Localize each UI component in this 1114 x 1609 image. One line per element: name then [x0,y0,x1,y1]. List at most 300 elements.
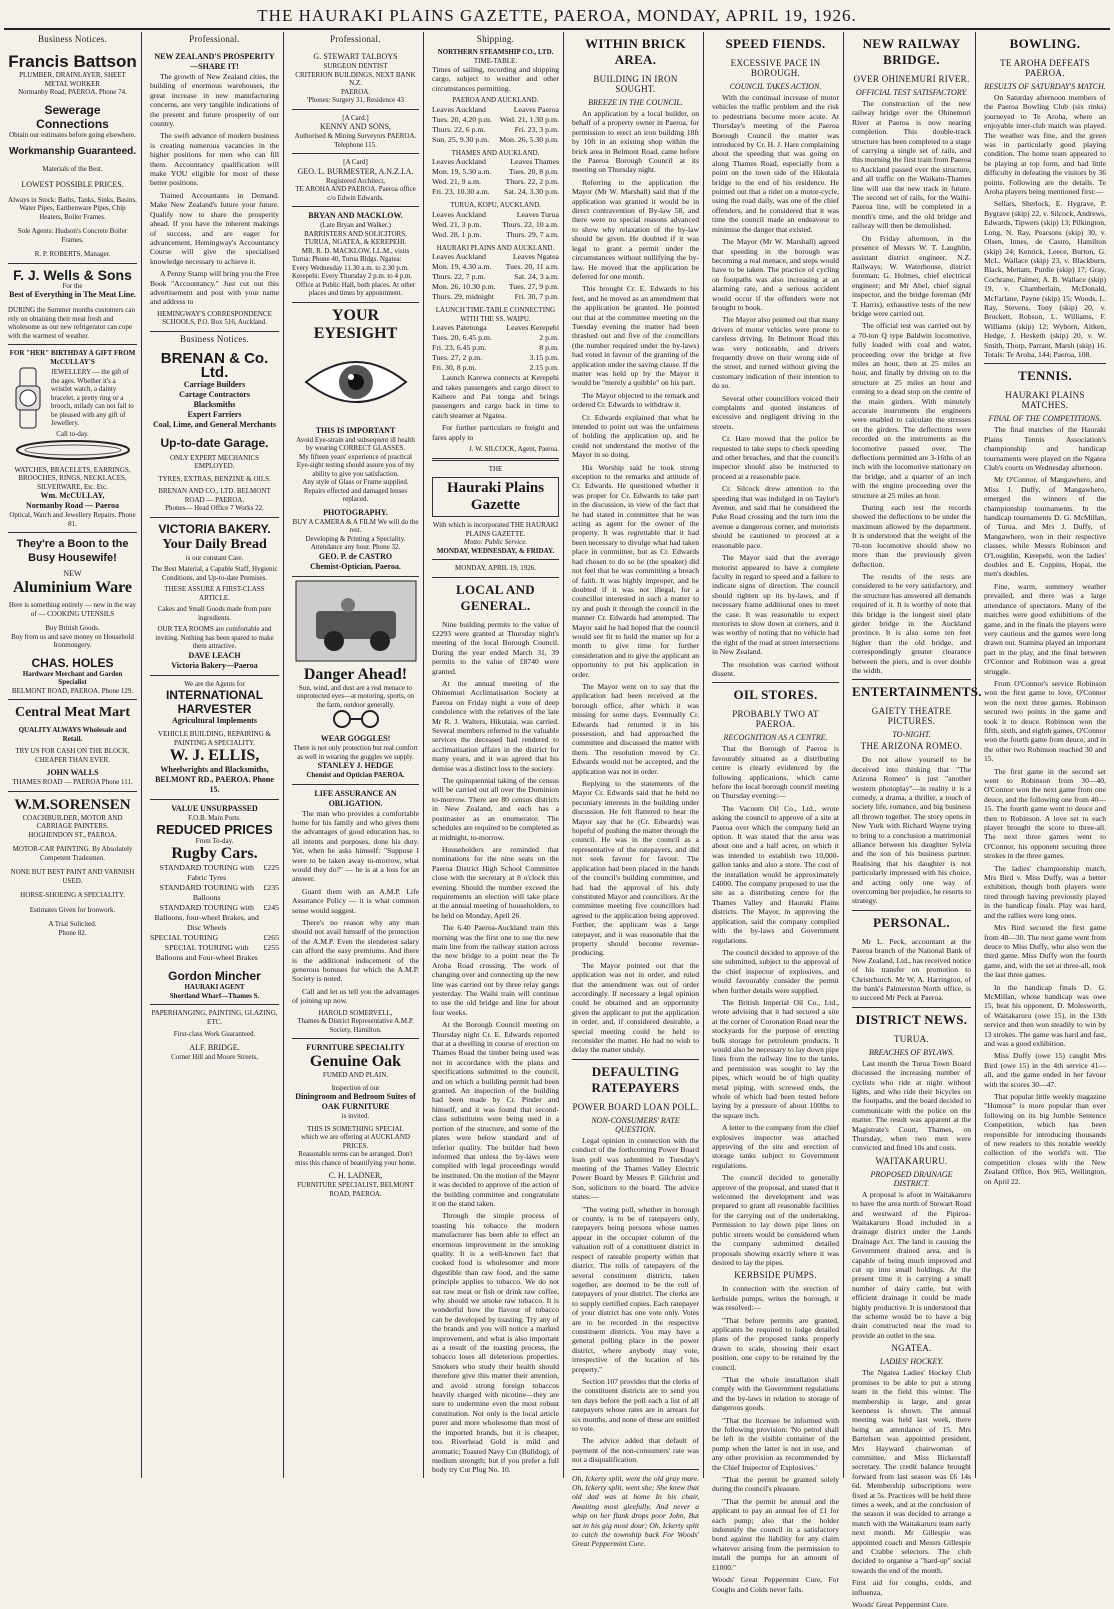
article-paragraph: Do not allow yourself to be deceived into thinking that "The Arizona Romeo" is just "another western photoplay"—in reality it is a comedy, a drama, a thriller, a touch of society life, romance, and big business all thrown together. The story opens in New York with Richard Wayne trying to bring to a conclusion a matrimonial alliance between his daughter Sylvia and the son of his business partner. Realising that his daughter is not particularly impressed with his choice, and acting only one way of overcoming her prejudice, he resorts to strategy. [852,755,971,906]
article-paragraph: That the Borough of Paeroa is favourably situated as a distributing centre is clearly evidenced by the following applications, which came before the local borough council meeting on Thursday evening:— [712,744,839,801]
article-paragraph: The Mayor objected to the remark and ordered Cr. Edwards to withdraw it. [572,390,699,410]
car-name: SPECIAL TOURING [150,933,219,943]
from-today: From To-day. [195,836,234,845]
nz-text-3: Trained Accountants in Demand. Make New Zealand's future your future. Qualify now to share the prosperity ahead. If you have the inherent makings of success, and are eager for advancement, Hemingway's Accountancy Course will give the specialised knowledge necessary to achieve it. [150,190,279,266]
oak-furniture: OAK FURNITURE [321,1102,390,1112]
card-bryan [292,207,419,303]
local-paragraph: Householders are reminded that nominations for the nine seats on the Paeroa District High School Committee close with the secretary at 8 o'clock this evening. Should the number exceed the requirements an election will take place at the annual meeting of householders, to be held on Monday, April 26. [432,844,559,920]
brenan-list-4: Coal, Lime, and General Merchants [153,419,276,429]
brenan-list-0: Carriage Builders [183,379,246,389]
personal-heading: PERSONAL. [873,914,950,930]
article-paragraph: During each test the records showed the deflections to be under the maximum allowed by the department. It is understood that the weight of the 70-ton locomotive should show no more than the previously given deflection. [852,503,971,569]
article-paragraph: In connection with the erection of kerbside pumps, writes the borough, it was resolved:— [712,1284,839,1313]
article-paragraph: The official test was carried out by a 70-ton Q type Baldwin locomotive, fully loaded with coal and water, proceeding over the bridge at five miles an hour, then at 25 miles an hour, and finally by driving on to the structure at 25 miles an hour and coming to a dead stop on the centre of the main girders. With minutely accurate instruments the engineers were enabled to calculate the stresses on the girders. The deflections were recorded on the instruments as the locomotive passed over. The deflections permitted are 3-16ths of an inch with the locomotive stationary on the bridge, and a quarter of an inch with the engine proceeding over the structure at 25 miles an hour. [852,321,971,500]
article-paragraph: Cr. Edwards explained that what he intended to point out was the unfairness of holding the application up, and he could not understand the motive of the Mayor in so doing. [572,412,699,460]
kenny-name: KENNY AND SONS, [319,122,392,131]
article-paragraph: Miss Duffy (owe 15) caught Mrs Bird (owe 15) in the 4th service 41—all, and the game ended in her favour with the scores 30—47. [984,1051,1106,1089]
local-paragraph: The 6.40 Paeroa-Auckland train this morning was the first one to use the new main line from the railway station across the new bridge to a point near the Te Aroha Road crossing. The work of changing over and connecting up the new line was carried out by three relay gangs yesterday. The Waihi train will continue to use the old bridge and line for about four weeks. [432,923,559,1017]
bryan-sub: (Late Bryan and Walker.) [320,221,391,229]
timetable-cell: Tues. 27, 9 p.m. [508,282,559,292]
timetable-cell: Thurs. 22, 10 a.m. [502,219,559,229]
timetable-cell: Leaves Auckland [432,104,486,114]
nz-text-4: A Penny Stamp will bring you the Free Book "Accountancy." Just cut out this advertisement and post with your name and address to [150,269,279,307]
car-price: £245 [263,903,279,913]
brick-heading: WITHIN BRICK AREA. [585,36,686,67]
bowling-subheading: TE AROHA DEFEATS PAEROA. [1000,58,1090,78]
car-row [150,933,279,943]
article-paragraph: On Friday afternoon, in the presence of Messrs W. T. Laughlin, assistant district engineer, N.Z. Railways; W. Waterhouse, district foreman; G. Holmes, chief electrical engineer; and Mr Abel, chief signal inspector, and the bridge foreman (Mr T. Harris), exhaustive tests of the new bridge were carried out. [852,233,971,318]
timetable-cell: Fri. 23, 10.30 a.m. [432,187,490,197]
ad-wells [8,264,137,346]
holes-name: CHAS. HOLES [31,655,114,670]
timetable-cell: Tues. 27, 2 p.m. [432,353,483,363]
entertainments-heading: ENTERTAINMENTS. [852,684,982,700]
article-paragraph: Last month the Turua Town Board discussed the increasing number of cyclists who ride at night without lights, and who ride their bicycles on the footpaths, and the board decided to communicate with the police on the matter. The result was apparent at the Magistrate's Court, Thames, on Thursday, when two men were convicted and fined 10s and costs. [852,1058,971,1153]
tennis-heading: TENNIS. [1018,368,1072,384]
timetable-cell: Leaves Patetonga [432,323,487,333]
life-heading: LIFE ASSURANCE AN OBLIGATION. [314,788,397,808]
hockey-heading: LADIES' HOCKEY. [879,1357,944,1367]
eye-text-1: Avoid Eye-strain and subsequent ill health by wearing CORRECT GLASSES. [296,435,415,452]
local-paragraph: The quinquennial taking of the census will be carried out all over the Dominion to-morrow. There are 80 census districts in New Zealand, and each has a postmaster as an enumerator. The schedules are required to be completed as at midnight, to-morrow. [432,776,559,842]
cakes: Cakes and Small Goods made from pure ingredients. [157,605,272,622]
article-paragraph: This brought Cr. E. Edwards to his feet, and he moved as an amendment that the application be granted. He pointed out that at the committee meeting on the Tuesday evening the matter had been thrashed out and five of the councillors (the number required under the by-laws) had voted in favour of the granting of the application under the saving clause. If the matter was held up by the Mayor it would be "merely a quibble" on his part. [572,284,699,388]
timetable-cell: Wed. 21, 9 a.m. [432,177,481,187]
office: Office at Public Hall, both places. At other places and times by appointment. [295,280,416,297]
sewerage-heading: Sewerage Connections [36,102,109,131]
timetable-row [432,262,559,272]
hedge-name: STANLEY J. HEDGE [317,761,394,770]
vehicle-building: VEHICLE BUILDING, REPAIRING & PAINTING A SPECIALITY. [158,730,271,747]
timetable-cell: Wed. 21, 1.30 p.m. [499,114,559,124]
motto: Motto: Public Service. [463,538,528,547]
ad-hemingway [150,48,279,332]
ad-rugby-cars [150,800,279,1005]
car-price: £265 [263,933,279,943]
route-heading: HAURAKI PLAINS AND AUCKLAND. [436,243,555,252]
article-paragraph: Replying to the statements of the Mayor Cr. Edwards said that he held no pecuniary interests in the building under discussion. He felt flattered to hear the Mayor say that he (Cr. Edwards) was hopeful of pushing the matter through the council. He was in the council as a representative of the ratepayers, and did not seek favour for favour. The application had been placed in the hands of the council's building committee, and had had the approval of his duly constituted Mayor and councillors. At the committee meeting five councillors had agreed to the application being approved. Further, the applicant was a large ratepayer, and it was reasonable that the property should become revenue-producing. [572,779,699,958]
nz-text-1: The growth of New Zealand cities, the building of enormous warehouses, the great increase in new manufacturing concerns, are very tangible indications of the present and future prosperity of our country. [150,72,279,129]
brick-kicker: BREEZE IN THE COUNCIL. [588,98,683,107]
ad-ellis [150,676,279,801]
timetable-row [432,220,559,230]
brenan-name: BRENAN & Co. Ltd. [160,349,269,381]
workmanship-heading: Workmanship Guaranteed. [8,146,137,157]
timetable-row [432,210,559,220]
materials-text: Materials of the Best. [42,165,103,173]
article-paragraph: The resolution was carried without dissent. [712,659,839,678]
woods-ad: Woods' Great Peppermint Cure. [852,1600,949,1609]
days: MONDAY, WEDNESDAY, & FRIDAY. [436,546,555,555]
route-table [432,252,559,302]
tonight: TO-NIGHT. [892,730,931,740]
timetable-row [432,105,559,115]
car-name: STANDARD TOURING with Balloons [159,883,254,903]
timetable-cell: Leaves Thames [510,157,559,167]
criterion: CRITERION BUILDINGS, NEXT BANK N.Z. [295,70,416,87]
tea-rooms: OUR TEA ROOMS are comfortable and inviting. Nothing has been spared to make them attractive. [155,625,274,651]
ad-holes [8,533,137,700]
local-general-heading: LOCAL AND GENERAL. [456,581,535,613]
car-name: SPECIAL TOURING with Balloons and Four-wheel Brakes [155,943,258,963]
first-aid: First aid for coughs, colds, and influenza, [852,1578,971,1597]
photography-heading: PHOTOGRAPHY. [323,507,388,517]
timetable-cell: Tues. 20, 4.20 p.m. [432,114,492,124]
the-label: THE [488,464,503,473]
defaulting-subheading: POWER BOARD LOAN POLL. [572,1101,699,1112]
column-railway-bridge [848,32,982,1609]
agri-implements: Agricultural Implements [171,716,258,726]
local-paragraph: At the Borough Council meeting on Thursday night Cr. E. Edwards reported that at a dwelling in course of erection on Thames Road the timber being used was not in accordance with the plans and specifications submitted to the council, and on which a building permit had been granted. An inspection of the building had been made by Cr. Pinder and himself, and it was found that second-class substitutes were being used in a portion of the structure, and some of the plates were below standard and of inferior quality. The builder had been informed that unless the by-laws were complied with legal proceedings would be instituted. On the motion of the Mayor it was decided to approve of the action of the building committee and congratulate it on the stand taken. [432,1020,559,1208]
kenny-tel: Telephone 115. [334,140,377,149]
timetable-cell: Leaves Kerepehi [506,323,559,333]
oil-kicker: RECOGNITION AS A CENTRE. [723,733,828,743]
manager: R. P. ROBERTS, Manager. [34,250,111,258]
aluminium-heading: Aluminium Ware [13,579,132,596]
article-paragraph: Sellars, Sherlock, E. Hygrave, P. Bygrave (skip) 22, v. Silcock, Andrews, Edwards, Tipwers (skip) 13; Pilkington, Long, N. Ray, Pearsons (skip) 30, v. Olsen, Innes, de Castro, Hamilton (skip) 24; Kenrick, Leece, Burton, G. McL. Wallace (skip) 23, v. Blackburn, Black, Mettam, Purdie (skip) 17; Gray, Cochrane, Palmer, A. B. Wallace (skip) 19, v. Chamberlain, McDonald, McFarlane, Payne (skip) 15; Woods, L. Ray, Stevens, Tony (skip) 20, v. Brockett, Robson, L. Williams, F. Williams (skip) 12; Wyborn, Aitken, Hedge, J. Hesketh (skip) 20, v. W. Smith, Thorp, Parrant, Marsh (skip) 16. Totals: Te Aroha, 144; Paeroa, 108. [984,199,1106,359]
new-label: NEW [63,569,82,578]
masthead-rule [4,28,1110,30]
danger-heading: Danger Ahead! [303,665,408,683]
timetable-cell: Wed. 28, 1 p.m. [432,229,482,239]
hedge-trade: Chemist and Optician PAEROA. [306,771,405,779]
somerville-name: HAROLD SOMERVELL, [318,1008,393,1017]
mccullay-trade: Optical, Watch and Jewellery Repairs. Phone 81. [9,511,136,528]
ellis-name: W. J. ELLIS, [169,747,260,765]
car-price: £225 [263,863,279,873]
article-paragraph: Fine, warm, summery weather prevailed, and there was a large attendance of spectators. Many of the matches were good exhibitions of the game, and in the finals the players were very cautious and the games were long drawn out. Stamina played an important part in the play, and the final between O'Connor and Robinson was a great struggle. [984,581,1106,676]
article-paragraph: The construction of the new railway bridge over the Ohinemuri River at Paeroa is now nearing completion. This double-track structure has been completed to a stage of carrying a single set of rails, and this morning the first train from Paeroa to Auckland passed over the structure, and all traffic on the Waikato-Thames line will use the new track in future. The second set of rails, for the Waihi-Paeroa line, will be completed in a month's time, and the old bridge and railway will then be demolished. [852,99,971,231]
wells-for: For the [62,281,83,290]
timetable-cell: Thurs. 22, 2 p.m. [505,177,559,187]
camera: BUY A CAMERA & A FILM We will do the rest. [292,517,419,534]
route-table [432,210,559,240]
timetable-cell: Leaves Auckland [432,252,486,262]
article-paragraph: The final matches of the Hauraki Plains Tennis Association's championship and handicap tournaments were played on the Ngatea Club's courts on Wednesday afternoon. [984,425,1106,472]
gazette-title: Hauraki Plains Gazette [432,477,559,517]
timetable-cell: Mon. 26, 10.30 p.m. [432,282,496,292]
northern-heading: NORTHERN STEAMSHIP CO., LTD. [437,48,554,56]
article-paragraph: The Mayor also pointed out that many drivers of motor vehicles were prone to careless driving. In Belmont Road this was very noticeable, and drivers frequently drove on their wrong side of the street, and turned without giving the customary indication of their intention to do so. [712,315,839,391]
life-text-4: Call and let us tell you the advantages of joining up now. [292,986,419,1006]
car-price: £235 [263,883,279,893]
article-paragraph: On Saturday afternoon members of the Paeroa Bowling Club (six rinks) journeyed to Te Aroha, where an enjoyable inter-club match was played. The weather was fine, and the green was in particularly good playing condition. The home team appeared to be playing at top form, and had little difficulty in defeating the visitors by 36 points. Following are the details. Te Aroha players being mentioned first:— [984,93,1106,197]
route-table [432,105,559,145]
phone: Phone 82. [58,928,87,937]
ad-ladner [292,1039,419,1202]
developing: Developing & Printing a Speciality. Attendance any hour. Phone 32. [305,534,406,551]
article-paragraph: The advice added that default of payment of the non-consumers' rate was not a disqualification. [572,1436,699,1465]
launch-heading: LAUNCH TIME-TABLE CONNECTING WITH THE SS. WAIPU. [435,306,556,323]
card-talboys [292,48,419,110]
life-text-2: Guard them with an A.M.P. Life Assurance Policy — it is what common sense would suggest. [292,886,419,915]
speed-kicker: COUNCIL TAKES ACTION. [729,82,822,91]
chemist: Chemist-Optician, Paeroa. [310,561,401,571]
first-class: THESE ASSURE A FIRST-CLASS ARTICLE. [164,585,265,602]
card-label: [A Card] [343,158,368,166]
life-text-3: There's no reason why any man should not avail himself of the protection of the A.M.P. Even the slenderest salary can afford the easy premiums. And there is the additional inducement of the generous bonuses for which the A.M.P. Society is noted. [292,917,419,984]
sole-agents: Sole Agents: Hudson's Concrete Boiler Frames. [17,227,128,244]
article-paragraph: With the continual increase of motor vehicles the traffic problem and the risk to pedestrians become more acute. At Thursday's meeting of the Paeroa Borough Council the matter was introduced by Cr. H. J. Hare complaining about the speeding that was going on along Thames Road, especially from a point on the town side of the Hikutaia bridge to the end of his residence. He pointed out that a rider on a motor-cycle, using the road daily, was one of the chief offenders, and he considered that it was time the council made an endeavour to minimise the danger that existed. [712,93,839,234]
garage-heading: Up-to-date Garage. [160,435,269,450]
article-paragraph: In the handicap finals D. G. McMillan, whose handicap was owe 15, beat his opponent, D. Molesworth, of Waitakaruru (owe 15), in the 13th service and then won steadily to win by 13 strokes. The game was hard and fast, and was a good exhibition. [984,982,1106,1048]
section-header: Professional. [189,34,240,44]
article-paragraph: "That the whole installation shall comply with the Government regulations and the by-laws in relation to storage of dangerous goods. [712,1374,839,1413]
bryan-name: BRYAN AND MACKLOW. [308,211,403,220]
castro-name: GEO. P. de CASTRO [318,551,393,561]
gordon-trade: HAURAKI AGENT [184,983,245,992]
motorcar-painting: MOTOR-CAR PAINTING. By Absolutely Competent Tradesmen. [12,845,133,862]
tyres: TYRES, EXTRAS, BENZINE & OILS. [158,474,271,483]
timetable-cell: Wed. 21, 3 p.m. [432,219,482,229]
timetable-cell: 2.15 p.m. [529,363,559,373]
bridge-kicker: OFFICIAL TEST SATISFACTORY. [855,88,968,97]
article-paragraph: Referring to the application the Mayor (Mr W. Marshall) said that if the application was granted it would be in direct contravention of By-law 58, and there were no special reasons advanced to show why relaxation of the by-law should be given. He doubted if it was legal to grant a permit under the circumstances without nullifying the by-law. He moved that the application be deferred for one month. [572,177,699,281]
timetable-cell: Fri. 23, 3 p.m. [514,124,559,134]
bracelet-icon [13,439,133,461]
business-notices-header: Business Notices. [179,333,250,344]
wells-text: DURING the Summer months customers can rely on obtaining their meat fresh and wholesome as our new refrigerator can cope with the warmest of weather. [8,306,135,340]
issue-date: MONDAY, APRIL 19, 1926. [454,564,537,573]
timetable-row [432,272,559,282]
hemingway-address: HEMINGWAY'S CORRESPONDENCE SCHOOLS, P.O. Box 516, Auckland. [157,309,272,327]
ladner-address: FURNITURE SPECIALIST, BELMONT ROAD, PAEROA. [297,1181,414,1198]
brenan-address: BRENAN AND CO., LTD. BELMONT ROAD — PAEROA. [158,487,271,504]
article-paragraph: The results of the tests are considered to be very satisfactory, and the structure has answered all demands required of it. It is worthy of note that this bridge is the longest steel plate girder bridge in the Auckland province. It is also some ten feet higher than the old bridge, and correspondingly greater clearance between the piers, and is over double the width. [852,571,971,675]
column-professional-2 [288,32,424,1478]
timetable-cell: Mon. 19, 4.30 a.m. [432,262,492,272]
mechanics: ONLY EXPERT MECHANICS EMPLOYED. [169,453,260,471]
sorensen-trade: COACHBUILDER, MOTOR AND CARRIAGE PAINTERS. [22,813,123,830]
route-heading: TURUA, KOPU, AUCKLAND. [450,201,541,210]
eye-text-2: My fifteen years' experience of practical Eye-sight testing should assure you of my ability to give you satisfaction. [296,452,415,478]
breaches-heading: BREACHES OF BYLAWS. [868,1047,955,1057]
timetable-text: Times of sailing, recording and shipping cargo, subject to weather and other circumstances permitting. [432,65,559,93]
timetable-cell: Fri. 30, 7 p.m. [514,292,559,302]
call-today: Call to-day. [56,430,89,438]
timetable-row [432,353,559,363]
timetable-row [432,363,559,373]
article-paragraph: The Mayor said that the average motorist appeared to have a complete faculty in regard to speed and a failure to indicate signs of direction. The council should tighten up its by-laws, and if necessary frame additional ones to meet the case. It was reasonable to expect motorists to slow down at corners, and it was worthy of noting that no vehicle had the right of the road at street intersections in New Zealand. [712,553,839,657]
talboys-name: G. STEWART TALBOYS [313,52,398,61]
bowling-kicker: RESULTS OF SATURDAY'S MATCH. [984,82,1106,91]
local-paragraph: Through the simple process of toasting his tobacco the modern manufacturer has been able to effect an enormous improvement in the smoking quality. It is a well-known fact that cooked food is wholesomer and more digestible than raw food, and the same principle applies to tobacco. We do not eat raw meat or fish or drink raw coffee, why should we smoke raw tobacco. It is wonderful how the flavour of tobacco can be developed by toasting. Try any of the brands and you will notice a marked improvement, and what is also important as a result of the toasting process, the tobacco loses all deleterious properties. Smokers who study their health should therefore give this matter their attention, and avoid strong foreign tobaccos heavily charged with nicotine—they are sure to undermine even the most robust constitution. Not only is the local article purer and more wholesome than most of the imported brands, but it is cheaper, too. Riverhead Gold is mild and aromatic; Toasted Navy Cut (Bulldog), of medium strength; but if you prefer a full body try Cut Plug No. 10. [432,1211,559,1475]
timetable-row [432,292,559,302]
timetable-cell: Sat. 24, 3 a.m. [514,272,559,282]
column-bowling [980,32,1110,1478]
timetable-cell: Leaves Auckland [432,157,486,167]
paperhanging: PAPERHANGING, PAINTING, GLAZING, ETC. [151,1009,278,1026]
ad-eyesight [292,303,419,577]
kenny-trade: Authorised & Mining Surveyors PAEROA. [294,132,417,140]
article-paragraph: The ladies' championship match, Mrs Bird v. Miss Duffy, was a better exhibition, though both players were tired through having previously played in the handicap finals. Play was hard, and the rallies were long ones. [984,863,1106,920]
timetable-cell: Tues. 20, 11 a.m. [505,262,559,272]
timetable-row [432,135,559,145]
macklow: MR. R. D. MACKLOW, LL.M., visits [301,246,410,255]
timetable-row [432,125,559,135]
article-paragraph: Cr. Silcock drew attention to the speeding that was indulged in on Taylor's Avenue, and said that he considered the Puke Road crossing and the turn into the avenue a dangerous corner, and motorists should be cautioned to proceed at a reasonable pace. [712,484,839,550]
holes-trade: Hardware Merchant and Garden Specialist [22,669,123,686]
barristers: BARRISTERS AND SOLICITORS, TURUA, NGATEA, & KEREPEHI. [304,229,407,246]
humour-notice: That popular little weekly magazine "Humour" is more popular than ever following on its big Jumble Sentence Competition, which has been responsible for introducing thousands of new readers to this notable weekly collection of the world's wit. The competition closes with the New Zealand Office, Box 965, Wellington, on April 22. [984,1092,1106,1186]
timetable-cell: Leaves Auckland [432,209,486,219]
goggles-heading: WEAR GOGGLES! [320,734,391,743]
car-row [150,883,279,903]
trial: A Trial Solicited. [48,920,97,928]
gordon-name: Gordon Mincher [168,969,261,984]
article-paragraph: "The voting poll, whether in borough or county, is to be of ratepayers only, ratepayers being persons whose names appear in the occupier column of the valuation roll of a constituent district in respect of rateable property within that district. The rolls of ratepayers of the several constituent districts, taken together, are deemed to be the roll of ratepayers of your district. The clerks are to supply certified copies. Each ratepayer of your district has one vote only. Votes are to be recorded in the respective constituent districts. You may have a general polling place in the power district, where anybody may vote, irrespective of the location of his property." [572,1204,699,1374]
ad-sorensen [8,792,137,942]
timetable-row [432,177,559,187]
leach-name: DAVE LEACH [188,650,241,660]
quality-always: QUALITY ALWAYS Wholesale and Retail. [18,726,127,743]
timetable-row [432,343,559,353]
fob: F.O.B. Main Ports. [188,814,241,823]
column-speed-fiends [708,32,844,1594]
architect: Registered Architect, [325,176,386,185]
route-table [432,157,559,197]
timetable-cell: Leaves Paeroa [513,104,559,114]
eye-icon [301,347,411,417]
article-paragraph: The council decided to generally approve of the proposal, and stated that it welcomed the development and was prepared to grant all reasonable facilities for the carrying out of the undertaking. Permission to lay down pipe lines on public streets would be considered when the company submitted detailed proposals showing exactly where it was desired to lay the pipes. [712,1173,839,1267]
ladner-name: C. H. LADNER, [328,1171,383,1181]
surgeon: SURGEON DENTIST [323,62,388,70]
car-row [150,863,279,883]
battson-address: Normanby Road, PAEROA. Phone 74. [18,88,127,96]
mccullay-name: Wm. McCULLAY, [40,491,105,500]
stock-list: Always in Stock: Baths, Tanks, Sinks, Basins, Water Pipes, Earthenware Pipes, Chip Heaters, Boiler Frames. [8,195,137,221]
goggles-text: There is not only protection but real comfort as well in wearing the goggles we supply. [293,744,418,761]
life-text-1: The man who provides a comfortable home for his family and who gives them the advantages of good education has, to all intents and purposes, done his duty. Yet, when he asks himself: "Suppose I were to be taken away to-morrow, what would they do?" — he is at a loss for an answer. [292,808,419,884]
article-paragraph: The Ngatea Ladies' Hockey Club promises to be able to put a strong team in the field this winter. The membership is large, and great keenness is shown. The annual meeting was held last week, there being an attendance of 15. Mrs Bartelsen was appointed president, Mrs Hayward chairwoman of committee, and Miss Bickerstaff secretary. The credit balance brought forward from last season was £6 14s 6d. Membership subscriptions were fixed at 5s. Practices will be held three times a week, and at the conclusion of the season it was decided to arrange a match with the Waitakaruru team early next month. Mr Gillespie was appointed coach and Messrs Gillespie and Crabbe selectors. The club decided to organise a "hard-up" social towards the end of the month. [852,1368,971,1575]
central-meat: Central Meat Mart [14,705,131,720]
article-paragraph: Several other councillors voiced their complaints and quoted instances of excessive and negligent driving in the streets. [712,393,839,431]
timetable-row [432,333,559,343]
ellis-address: BELMONT RD., PAEROA. Phone 15. [155,775,274,795]
gaiety-subheading: GAIETY THEATRE PICTURES. [871,706,952,727]
timetable-cell: Mon. 19, 5.30 a.m. [432,167,492,177]
agents-for: We are the Agents for [184,679,245,688]
brenan-list-2: Blacksmiths [193,399,236,409]
important-heading: THIS IS IMPORTANT [315,425,396,435]
timetable-cell: 3.15 p.m. [529,353,559,363]
route-table [432,323,559,373]
article-paragraph: Mrs Bird secured the first game from 40—30. The next game went from deuce to Miss Duffy, who also won the third game. Miss Duffy won the fourth game, and, with the set at three-all, took the last three games. [984,923,1106,980]
card-burmester [292,154,419,207]
mccullay-heading: FOR "HER" BIRTHDAY A GIFT FROM McCULLAY'S [9,349,136,366]
article-paragraph: The first game in the second set went to Robinson from 30—40, O'Connor won the next game from one deuce, and the following one from 40—15. The fourth game went to deuce and then to Robinson. A love set to each player brought the score to three-all. The next three games went to O'Connor, his opponent securing three strokes in the three games. [984,766,1106,861]
horse-shoeing: HORSE-SHOEING A SPECIALITY. [20,891,125,899]
estimates: Estimates Given for Ironwork. [29,905,116,914]
brick-subheading: BUILDING IN IRON SOUGHT. [593,74,678,94]
article-paragraph: "That the permit be granted solely during the council's pleasure. [712,1475,839,1494]
burmester-name: GEO. L. BURMESTER, A.N.Z.I.A. [297,166,414,176]
fumed: FUMED AND PLAIN. [322,1071,389,1080]
harvester: INTERNATIONAL HARVESTER [165,688,264,717]
local-paragraph: Nine building permits to the value of £2293 were granted at Thursday night's meeting of the local Borough Council. During the year ended March 31, 39 permits to the value of £8740 were granted. [432,619,559,676]
timetable-cell: Mon. 26, 5.30 p.m. [499,134,559,144]
eye-text-3: Any style of Glass or Frame supplied. Repairs effected and damaged lenses replaced. [302,478,409,503]
wristwatch-icon [8,366,48,430]
british-goods: Buy British Goods. [45,624,100,632]
somerville-address: Thames & District Representative A.M.P. Society, Hamilton. [297,1017,414,1034]
article-paragraph: Mr L. Peck, accountant at the Paeroa branch of the National Bank of New Zealand, Ltd., has received notice of his transfer on promotion to Christchurch. Mr W. A. Harrington, of the bank's Palmerston North office, is to succeed Mr Peck at Paeroa. [852,936,971,1003]
nz-text-2: The swift advance of modern business is creating numerous vacancies in the higher positions for men who can fill them. Accountancy qualification will make YOU eligible for most of these better positions. [150,131,279,188]
article-paragraph: Section 107 provides that the clerks of the constituent districts are to send you ten days before the poll each a list of all ratepayers whose rates are in arrears for six months, and none of these are entitled to vote. [572,1376,699,1433]
timetable-cell: Sat. 24, 3.30 p.m. [503,187,559,197]
route-heading: PAEROA AND AUCKLAND. [452,96,539,105]
battson-name: Francis Battson [8,52,137,71]
ad-goggles [292,577,419,785]
try-us: TRY US FOR CASH ON THE BLOCK. CHEAPER THAN EVER. [15,747,130,764]
invited: is invited. [341,1112,370,1121]
waitakaruru-heading: WAITAKARURU. [875,1155,948,1166]
article-paragraph: The Vacuum Oil Co., Ltd., wrote asking the council to approve of a site at Paeroa over which the company held an option. It was stated that the area was about one and a half acres, on which it was intended to establish two 10,000-gallon tanks and also a store. The cost of the installation would be approximately £4000. The company proposed to use the site as a distributing centre for the Thames Valley and Hauraki Plains districts. The Mayor, in approving the application, said the company complied with the by-laws and Government regulations. [712,803,839,945]
brenan-phones: Phones— Head Office 7 Works 22. [165,504,264,513]
article-paragraph: The Mayor went on to say that the application had been received at the borough office, after which it was missing for some days. Eventually Cr. Edwards had returned it in his possession, and had approached the committee and discussed the matter with them. The resolution moved by Cr. Edwards would not be accepted, and the application was not in order. [572,681,699,776]
section-header: Professional. [330,34,381,44]
rugby-cars: Rugby Cars. [171,845,258,863]
timetable-cell: 2 p.m. [539,333,559,343]
timetable-row [432,252,559,262]
bridge-subheading: OVER OHINEMURI RIVER. [853,74,970,84]
route-heading: THAMES AND AUCKLAND. [451,148,540,157]
boon-heading: They're a Boon to the Busy Housewife! [16,538,129,564]
timetable-cell: 8 p.m. [539,343,559,353]
arizona-title: THE ARIZONA ROMEO. [860,741,963,752]
timetable-row [432,187,559,197]
car-price: £255 [263,943,279,953]
column-brick-area [568,32,704,1549]
column-professional [146,32,284,1478]
timetable-cell: Sun. 25, 9.30 p.m. [432,134,490,144]
article-paragraph: The council decided to approve of the site submitted, subject to the approval of the chief inspector of explosives, and would favourably consider the permit when further details were supplied. [712,947,839,995]
none-but-best: NONE BUT BEST PAINT AND VARNISH USED. [10,868,135,885]
article-paragraph: The Mayor (Mr W. Marshall) agreed that speeding in the borough was becoming a real menace, and steps would have to be taken. The practice of cycling on footpaths was also increasing at an alarming rate, and a serious accident would occur if the offenders were not brought to book. [712,237,839,312]
car-name: STANDARD TOURING with Fabric Tyres [159,863,254,883]
local-paragraph: At the annual meeting of the Ohinemuri Acclimatisation Society at Paeroa on Friday night a vote of deep condolence with the relatives of the late Mr R. J. Walters, Hikutaia, was carried. Several members referred to the valuable services the deceased had rendered to acclimatisation affairs in the district for many years, and it was agreed that his demise was a distinct loss to the society. [432,679,559,773]
nz-prosperity-heading: NEW ZEALAND'S PROSPERITY —SHARE IT! [154,52,275,71]
ad-walls [8,700,137,792]
mccullay-address: Normanby Road — Paeroa [26,501,119,510]
article-paragraph: His Worship said he took strong exception to the remarks and attitude of Cr. Edwards. He questioned whether it was proper for Cr. Edwards to take part in the discussion, in view of the fact that he had stated in committee that he was acting as agent for the owner of the property. It was regrettable that it had been necessary to divulge what had taken place in committee, but as Cr. Edwards had chosen to do so he (the speaker) did not feel that he was committing a breach of faith. It was highly improper, and he doubted if it was not illegal, for a councillor interested in such a matter to try and push it through the council in the manner Cr. Edwards had attempted. The Mayor said he had hoped that the council would see fit to hold the matter up for a month to give time for further consideration and to give the applicant an opportunity to put his application in order. [572,462,699,679]
eyesight-heading: YOUR EYESIGHT [313,306,398,342]
column-business-notices [4,32,142,1478]
timetable-row [432,323,559,333]
save-money: Buy from us and save money on Household Ironmongery. [11,632,134,649]
timetable-row [432,115,559,125]
sorensen-address: HOGHENDON ST., PAEROA. [28,830,117,839]
ad-brenan [150,348,279,518]
aluminium-text: Here is something entirely — new in the way of — COOKING UTENSILS [8,601,137,618]
kerbside-heading: KERBSIDE PUMPS. [734,1270,817,1281]
bread-heading: Your Daily Bread [162,536,267,552]
article-paragraph: The British Imperial Oil Co., Ltd., wrote advising that it had secured a site at the corner of Coronation Road near the stockyards for the purpose of erecting bulk storage for petroleum products. It would also be necessary to lay down pipe lines from the railway line to the tanks, and permission was sought to lay the pipes, which would be of high quality metal piping, with screwed ends, the whole of which had been tested before laying by a pressure of about 100lbs to the square inch. [712,997,839,1120]
wells-best: Best of Everything in The Meat Line. [9,290,136,299]
holes-address: BELMONT ROAD, PAEROA. Phone 129. [11,686,134,695]
article-paragraph: "That the permit be annual and the applicant to pay an annual fee of £1 for each pump; also that the holder indemnify the council in a satisfactory bond against the liability for any claim whatever arising from the permission to install the pumps for an amount of £1000." [712,1496,839,1572]
turua-heading: TURUA. [893,1033,930,1044]
article-paragraph: "That before permits are granted, applicants be required to lodge detailed plans of the proposed tanks properly drawn to scale, showing their exact position, one copy to be retained by the council. [712,1315,839,1372]
dining: Diningroom and Bedroom Suites of [295,1092,416,1102]
wells-name: F. J. Wells & Sons [13,266,132,283]
article-paragraph: Mr O'Connor, of Mangawhero, and Miss J. Duffy, of Mangawhero, emerged the winners of the championship tournaments. In the handicap tournaments D. G. McMillan, of Turua, and Mrs J. Duffy, of Mangawhero, won in their respective classes, while Messrs Robinson and O'Loughlin, Kerepehi, won the ladies' doubles and E. Coppins, Hopai, the men's doubles. [984,475,1106,579]
article-paragraph: The Mayor pointed out that the application was not in order, and ruled that the amendment was out of order accordingly. If necessary a legal opinion could be obtained and an opportunity given the applicant to put the application in order, and, if considered desirable, a special meeting could be held to reconsider the matter. He had no wish to delay the matter unduly. [572,960,699,1055]
oil-subheading: PROBABLY TWO AT PAEROA. [732,709,819,730]
card-label: [A Card.] [342,113,369,122]
timetable-cell: Thurs. 29, 7 a.m. [505,229,559,239]
ad-mccullay [8,345,137,533]
